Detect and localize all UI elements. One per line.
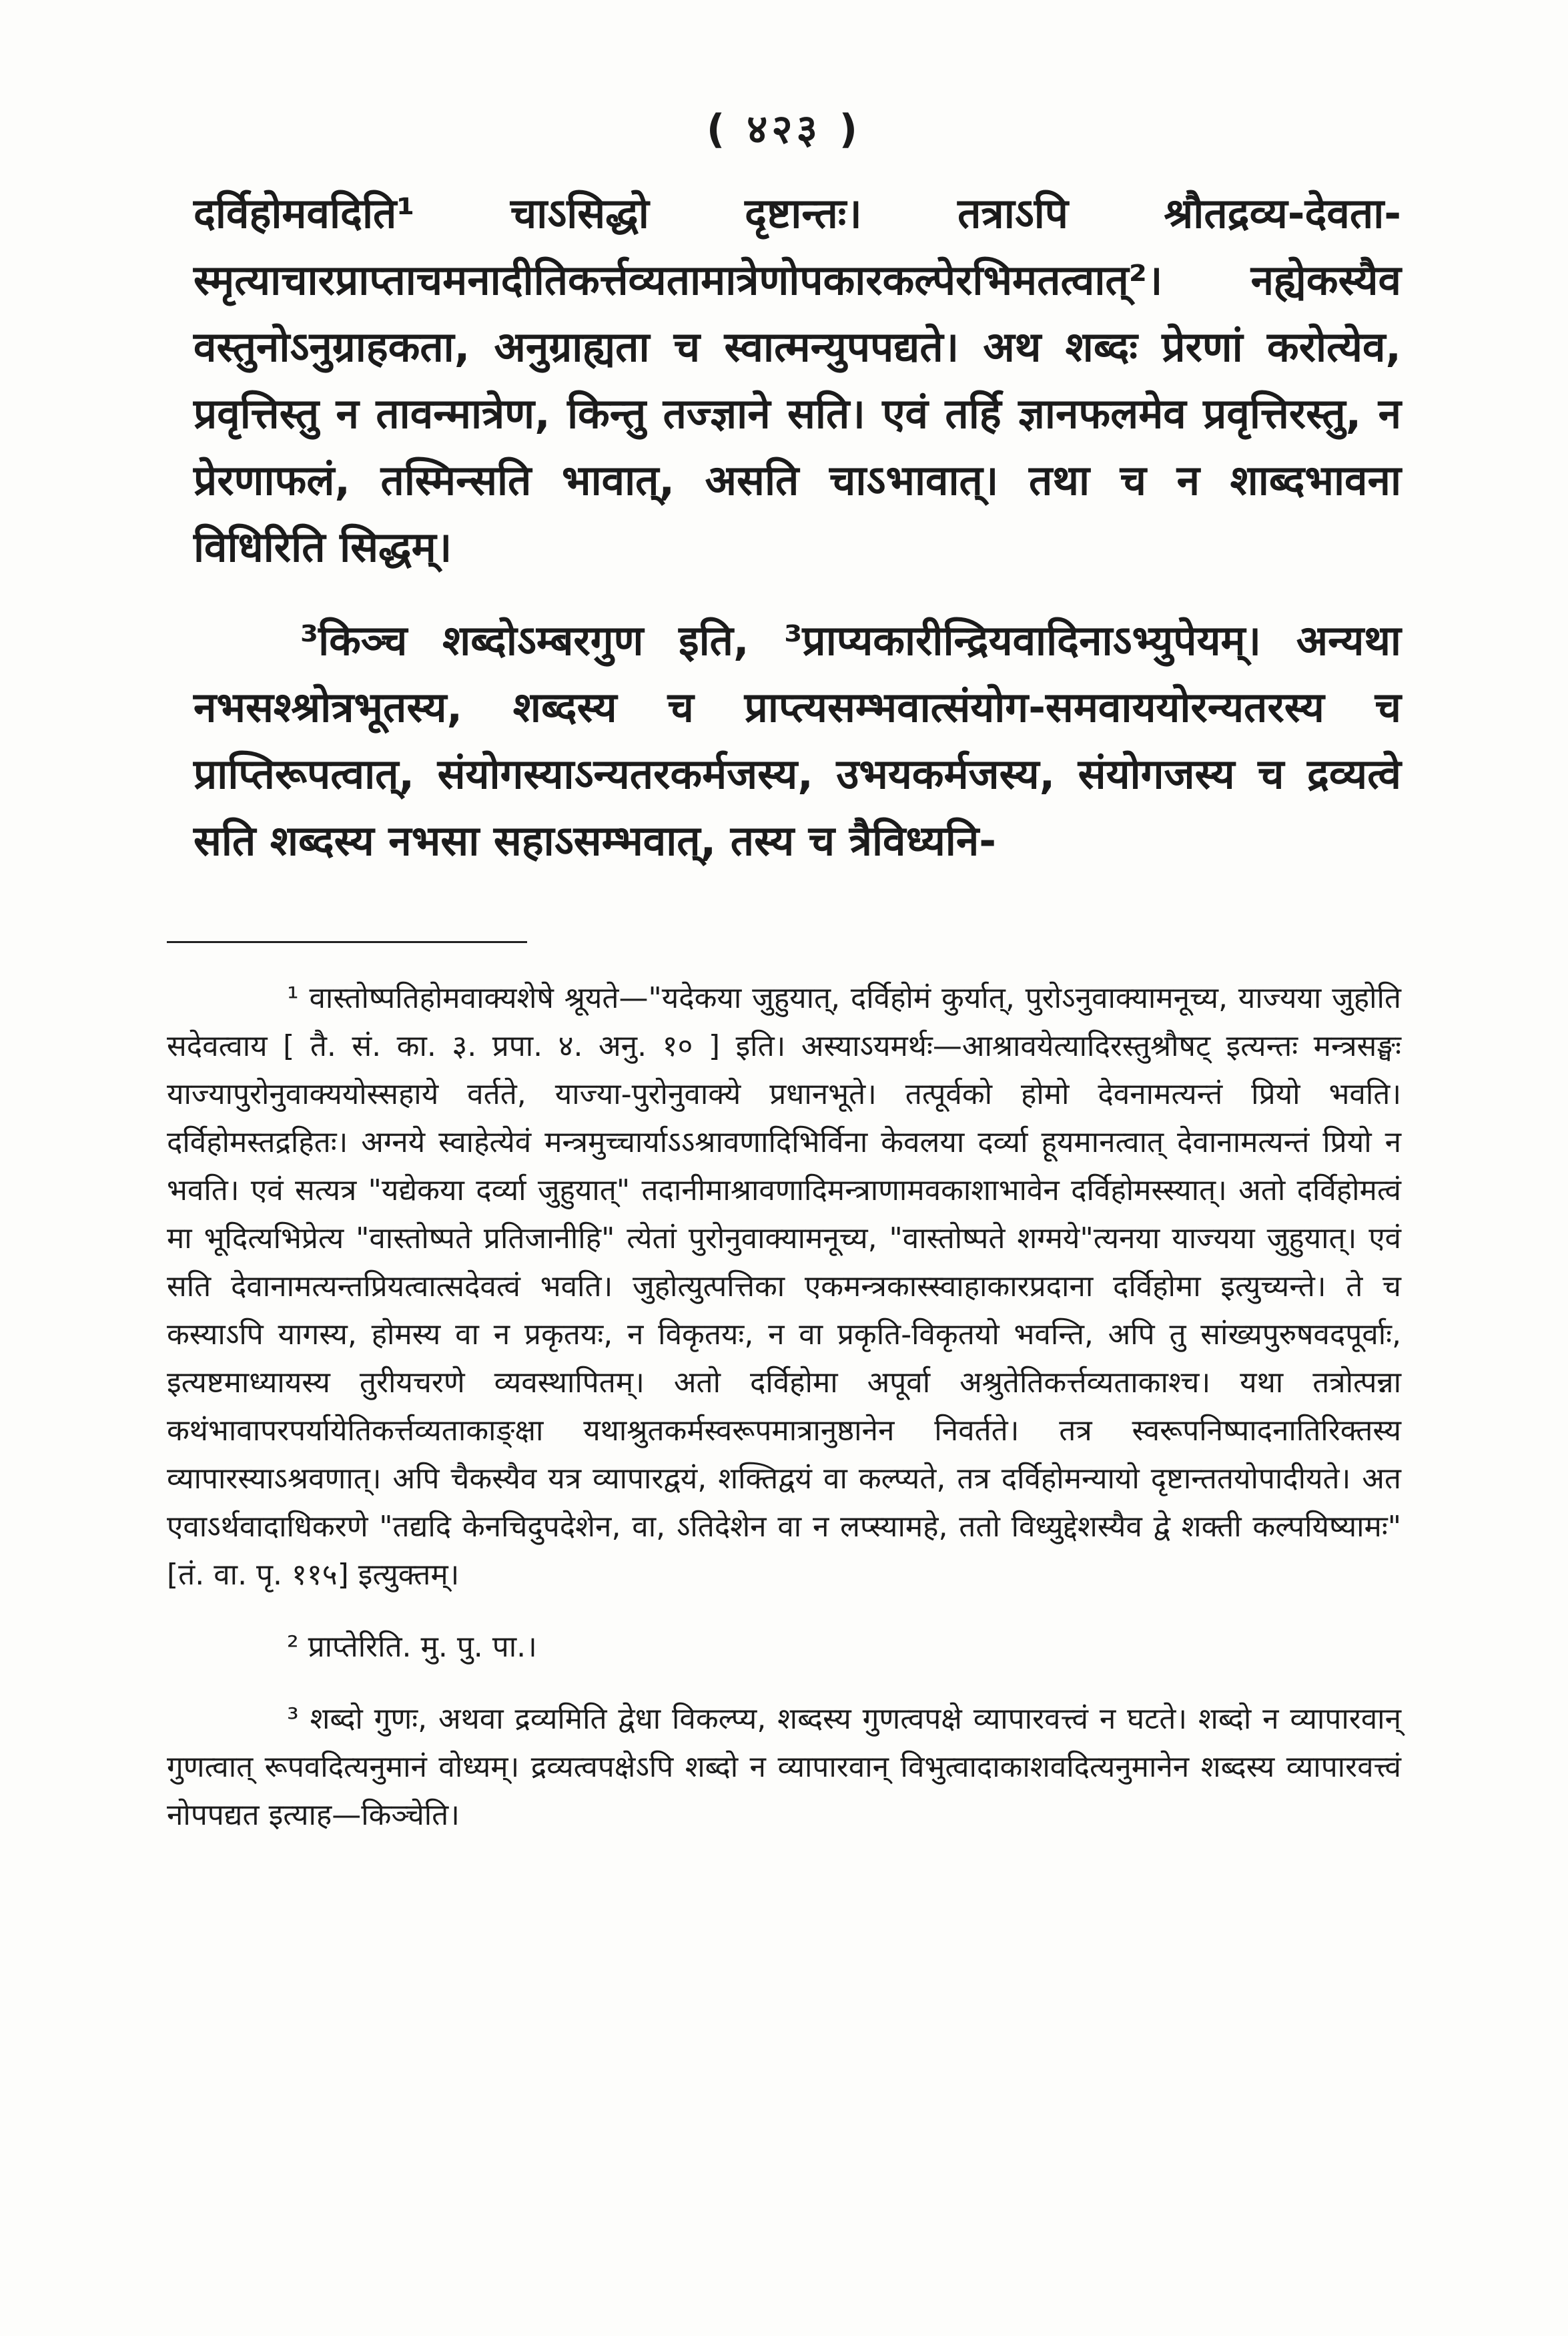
footnote-1: ¹ वास्तोष्पतिहोमवाक्यशेषे श्रूयते—"यदेकया जुहुयात्, दर्विहोमं कुर्यात्, पुरोऽनुवाक्यामनूच्य, याज्यया जुहोति सदेवत्वाय [ तै. सं. का. ३. प्रपा. ४. अनु. १० ] इति। अस्याऽयमर्थः—आश्रावयेत्यादिरस्तुश्रौषट् इत्यन्तः मन्त्रसङ्घः याज्यापुरोनुवाक्ययोस्सहाये वर्तते, याज्या-पुरोनुवाक्ये प्रधानभूते। तत्पूर्वको होमो देवनामत्यन्तं प्रियो भवति। दर्विहोमस्तद्रहितः। अग्नये स्वाहेत्येवं मन्त्रमुच्चार्याऽऽश्रावणादिभिर्विना केवलया दर्व्या हूयमानत्वात् देवानामत्यन्तं प्रियो न भवति। एवं सत्यत्र "यद्येकया दर्व्या जुहुयात्" तदानीमाश्रावणादिमन्त्राणामवकाशाभावेन दर्विहोमस्स्यात्। अतो दर्विहोमत्वं मा भूदित्यभिप्रेत्य "वास्तोष्पते प्रतिजानीहि" त्येतां पुरोनुवाक्यामनूच्य, "वास्तोष्पते शग्मये"त्यनया याज्यया जुहुयात्। एवं सति देवानामत्यन्तप्रियत्वात्सदेवत्वं भवति। जुहोत्युत्पत्तिका एकमन्त्रकास्स्वाहाकारप्रदाना दर्विहोमा इत्युच्यन्ते। ते च कस्याऽपि यागस्य, होमस्य वा न प्रकृतयः, न विकृतयः, न वा प्रकृति-विकृतयो भवन्ति, अपि तु सांख्यपुरुषवदपूर्वाः, इत्यष्टमाध्यायस्य तुरीयचरणे व्यवस्थापितम्। अतो दर्विहोमा अपूर्वा अश्रुतेतिकर्त्तव्यताकाश्च। यथा तत्रोत्पन्ना कथंभावापरपर्यायेतिकर्त्तव्यताकाङ्क्षा यथाश्रुतकर्मस्वरूपमात्रानुष्ठानेन निवर्तते। तत्र स्वरूपनिष्पादनातिरिक्तस्य व्यापारस्याऽश्रवणात्। अपि चैकस्यैव यत्र व्यापारद्वयं, शक्तिद्वयं वा कल्प्यते, तत्र दर्विहोमन्यायो दृष्टान्ततयोपादीयते। अत एवाऽर्थवादाधिकरणे "तद्यदि केनचिदुपदेशेन, वा, ऽतिदेशेन वा न लप्स्यामहे, ततो विध्युद्देशस्यैव द्वे शक्ती कल्पयिष्यामः" [तं. वा. पृ. ११५] इत्युक्तम्। [167, 981, 1401, 1592]
footnote-2: ² प्राप्तेरिति. मु. पु. पा.। [287, 1630, 537, 1664]
footnote-3: ³ शब्दो गुणः, अथवा द्रव्यमिति द्वेधा विकल्प्य, शब्दस्य गुणत्वपक्षे व्यापारवत्त्वं न घटते। शब्दो न व्यापारवान् गुणत्वात् रूपवदित्यनुमानं वोध्यम्। द्रव्यत्वपक्षेऽपि शब्दो न व्यापारवान् विभुत्वादाकाशवदित्यनुमानेन शब्दस्य व्यापारवत्त्वं नोपपद्यत इत्याह—किञ्चेति। [167, 1702, 1401, 1832]
page-number: ( ४२३ ) [706, 106, 862, 153]
main-paragraph-1: दर्विहोमवदिति¹ चाऽसिद्धो दृष्टान्तः। तत्राऽपि श्रौतद्रव्य-देवता-स्मृत्याचारप्राप्ताचमनादीतिकर्त्तव्यतामात्रेणोपकारकल्पेरभिमतत्वात्²। नह्येकस्यैव वस्तुनोऽनुग्राहकता, अनुग्राह्यता च स्वात्मन्युपपद्यते। अथ शब्दः प्रेरणां करोत्येव, प्रवृत्तिस्तु न तावन्मात्रेण, किन्तु तज्ज्ञाने सति। एवं तर्हि ज्ञानफलमेव प्रवृत्तिरस्तु, न प्रेरणाफलं, तस्मिन्सति भावात्, असति चाऽभावात्। तथा च न शाब्दभावना विधिरिति सिद्धम्। [193, 189, 1401, 571]
main-paragraph-2: ³किञ्च शब्दोऽम्बरगुण इति, ³प्राप्यकारीन्द्रियवादिनाऽभ्युपेयम्। अन्यथा नभसश्श्रोत्रभूतस्य, शब्दस्य च प्राप्त्यसम्भवात्संयोग-समवाययोरन्यतरस्य च प्राप्तिरूपत्वात्, संयोगस्याऽन्यतरकर्मजस्य, उभयकर्मजस्य, संयोगजस्य च द्रव्यत्वे सति शब्दस्य नभसा सहाऽसम्भवात्, तस्य च त्रैविध्यनि- [193, 616, 1401, 865]
footnote-divider [167, 941, 527, 943]
main-text-block [193, 180, 1401, 901]
footnotes-block [167, 974, 1401, 1863]
